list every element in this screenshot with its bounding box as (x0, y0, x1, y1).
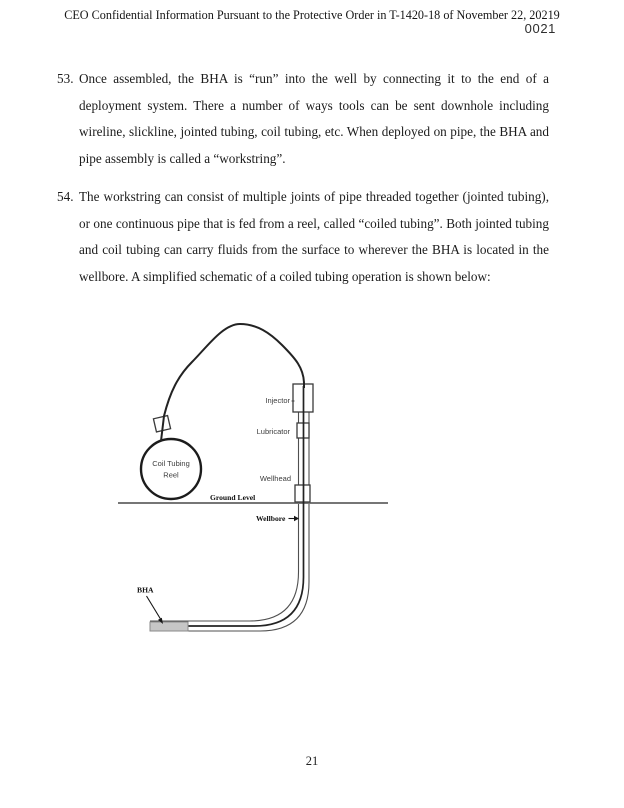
lubricator-label: Lubricator (256, 427, 290, 436)
bha-arrow-line (147, 596, 161, 619)
reel-label-line2: Reel (163, 470, 179, 480)
page-number: 21 (305, 754, 319, 768)
coiled-tubing-schematic (0, 300, 624, 660)
coiled-tubing-arch (161, 324, 304, 441)
bha-tool (150, 622, 188, 631)
body-text (57, 66, 549, 302)
injector-label: Injector (265, 396, 290, 405)
wellhead-box (295, 485, 310, 502)
coil-tubing-reel (141, 439, 201, 499)
reel-label-line1: Coil Tubing (152, 459, 190, 468)
paragraph-53-text: Once assembled, the BHA is “run” into the well by connecting it to the end of a deployment system. There a number of ways tools can be sent downhole including wireline, slickline, jointed tubing, coil tubing, etc. When deployed on pipe, the BHA and pipe assembly is called a “workstring”. (79, 71, 549, 167)
wellbore-label: Wellbore (256, 514, 286, 523)
paragraph-53 (57, 66, 549, 173)
confidentiality-header: CEO Confidential Information Pursuant to the Protective Order in T-1420-18 of November 22, 20219 (64, 8, 560, 22)
coiled-tubing-downhole (189, 386, 304, 626)
paragraph-54 (57, 184, 549, 291)
wellhead-label: Wellhead (259, 474, 291, 483)
ground-level-label: Ground Level (210, 493, 256, 502)
paragraph-54-number: 54. (57, 188, 74, 204)
paragraph-53-number: 53. (57, 71, 74, 86)
bates-number: 0021 (524, 21, 556, 36)
paragraph-54-text: The workstring can consist of multiple joints of pipe threaded together (jointed tubing), or one continuous pipe that is fed from a reel, called “coiled tubing”. Both jointed tubing and coil tubing can carry fluids from the surface to wherever the BHA is located in the wellbore. A simplified schematic of a coiled tubing operation is shown below: (79, 188, 549, 284)
bha-label: BHA (137, 585, 154, 595)
